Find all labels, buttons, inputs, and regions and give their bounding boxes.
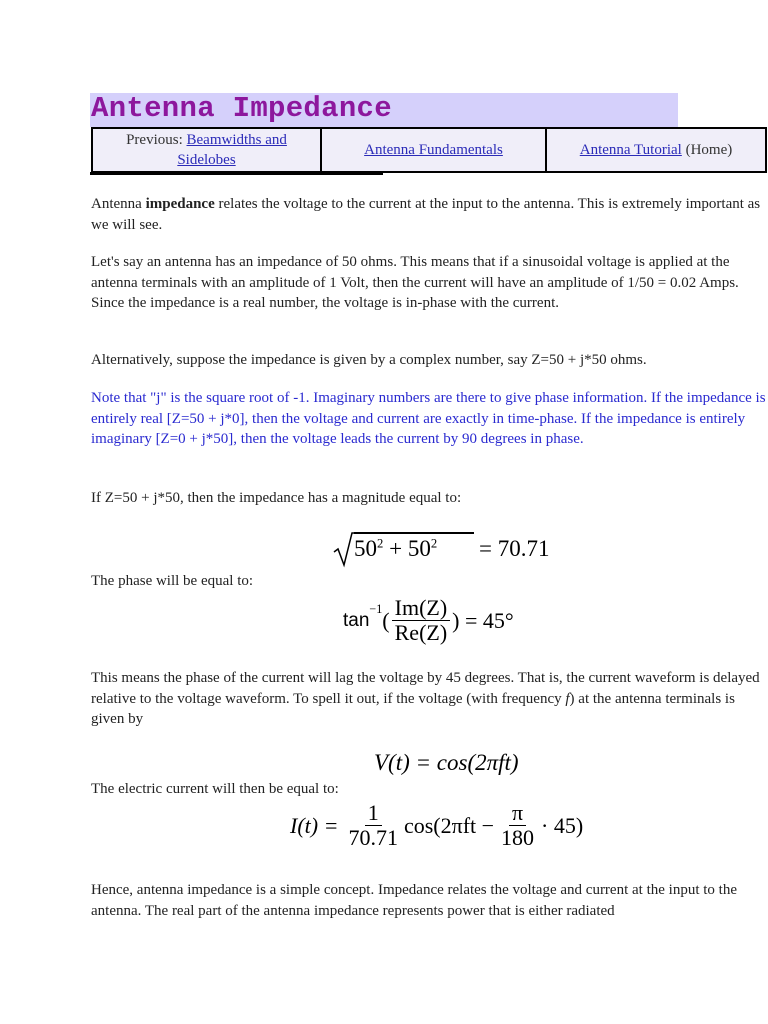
previous-link[interactable]: Beamwidths and: [186, 132, 287, 148]
paragraph-intro: Antenna impedance relates the voltage to the current at the input to the antenna. This is extremely important as we will see.: [91, 196, 761, 233]
page-title: Antenna Impedance: [91, 92, 392, 125]
paragraph-complex: Alternatively, suppose the impedance is given by a complex number, say Z=50 + j*50 ohms.: [91, 352, 647, 368]
nav-cell-tutorial: [547, 129, 765, 171]
previous-label: Previous:: [126, 132, 183, 148]
paragraph-current: The electric current will then be equal to:: [91, 781, 339, 797]
paragraph-lag: This means the phase of the current will lag the voltage by 45 degrees. That is, the current waveform is delayed relative to the voltage waveform. To spell it out, if the voltage (with frequency f) at the antenna terminals is given by: [91, 670, 760, 727]
paragraph-summary: Hence, antenna impedance is a simple concept. Impedance relates the voltage and current at the input to the antenna. The real part of the antenna impedance represents power that is either radiated: [91, 882, 737, 919]
paragraph-phase: The phase will be equal to:: [91, 573, 254, 589]
sqrt-bar: [354, 532, 474, 534]
paragraph-magnitude: If Z=50 + j*50, then the impedance has a magnitude equal to:: [91, 490, 462, 506]
voltage-equation: V(t) = cos(2πft): [374, 750, 519, 775]
phase-equation: tan −1 ( $\frac{Im(Z)}{Re(Z)}$ ) = 45°: [343, 595, 514, 646]
home-suffix: (Home): [685, 142, 733, 158]
title-underline: [90, 172, 383, 175]
fundamentals-link[interactable]: Antenna Fundamentals: [364, 142, 503, 158]
current-equation: I(t) = $\frac{1}{70.71}$ cos(2πft − $\frac{\pi}{180}$ · 45): [290, 800, 584, 851]
sqrt-icon: [333, 530, 355, 568]
magnitude-result: = 70.71: [479, 536, 550, 561]
note-paragraph: Note that "j" is the square root of -1. Imaginary numbers are there to give phase information. If the impedance is entirely real [Z=50 + j*0], then the voltage and current are exactly in time-phase. If the impedance is entirely imaginary [Z=0 + j*50], then the voltage leads the current by 90 degrees in phase.: [91, 390, 766, 447]
previous-link-continued[interactable]: Sidelobes: [177, 152, 236, 168]
bold-term: impedance: [145, 196, 215, 212]
nav-cell-fundamentals: [322, 129, 547, 171]
navigation-table: [91, 127, 767, 173]
tutorial-link[interactable]: Antenna Tutorial: [579, 142, 682, 158]
nav-cell-previous: [93, 129, 322, 171]
paragraph-example: Let's say an antenna has an impedance of 50 ohms. This means that if a sinusoidal voltage is applied at the antenna terminals with an amplitude of 1 Volt, then the current will have an amplitude of 1/50 = 0.02 Amps. Since the impedance is a real number, the voltage is in-phase with the current.: [91, 254, 739, 311]
